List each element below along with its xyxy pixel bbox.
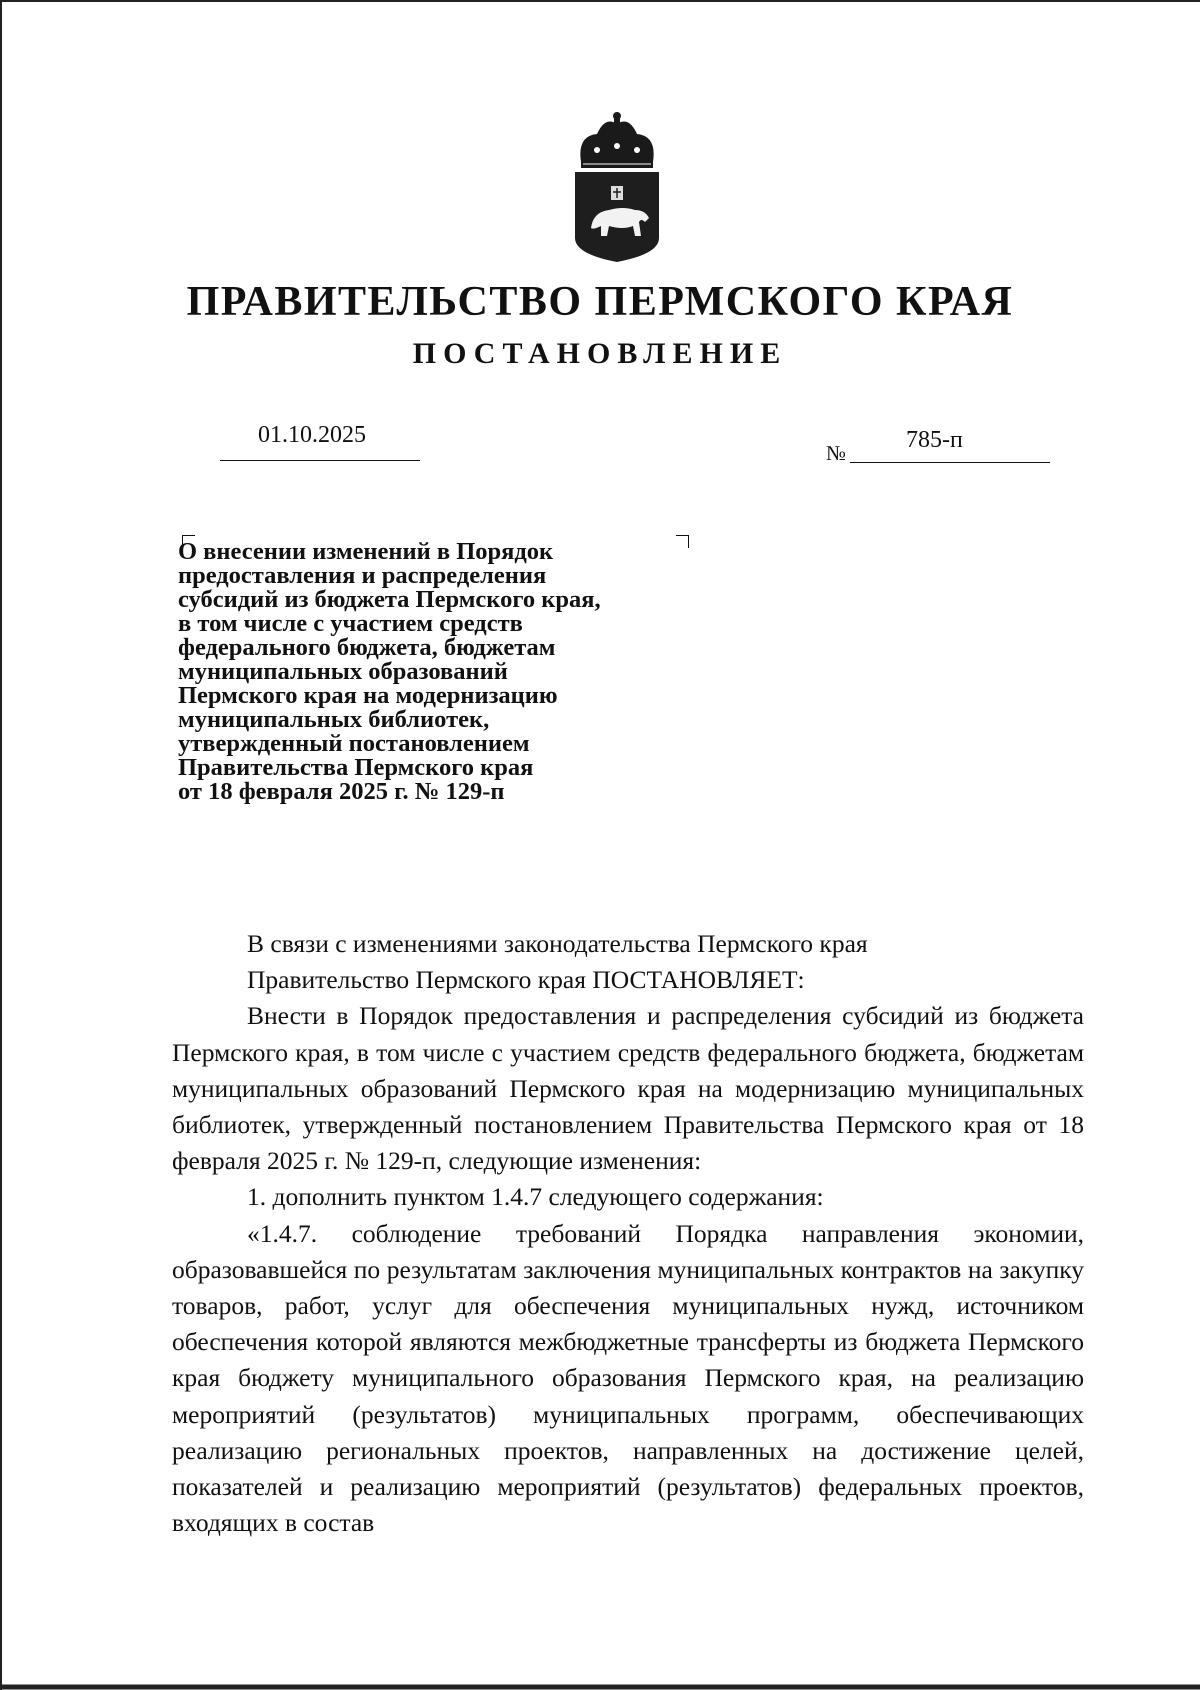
subject-line: муниципальных библиотек, — [178, 706, 490, 733]
number-sign: № — [826, 441, 847, 465]
subject-line: О внесении изменений в Порядок — [178, 538, 554, 565]
amendment-item: 1. дополнить пунктом 1.4.7 следующего содержания: — [247, 1182, 824, 1212]
subject-line: утвержденный постановлением — [178, 730, 530, 757]
date-underline — [220, 460, 420, 461]
government-title: ПРАВИТЕЛЬСТВО ПЕРМСКОГО КРАЯ — [186, 279, 1014, 325]
subject-line: федерального бюджета, бюджетам — [178, 634, 556, 661]
document-number: 785-п — [906, 427, 963, 453]
perm-krai-coat-of-arms-icon — [567, 110, 667, 262]
number-underline — [850, 462, 1050, 463]
preamble-line: Правительство Пермского края ПОСТАНОВЛЯЕТ: — [247, 965, 805, 995]
preamble-line: В связи с изменениями законодательства Пермского края — [247, 929, 868, 958]
resolution-paragraph: Внести в Порядок предоставления и распределения субсидий из бюджета Пермского края, в том числе с участием средств федерального бюджета, бюджетам муниципальных образований Пермского края на модернизацию муниципальных библиотек, утвержденный постановлением Правительства Пермского края от 18 февраля 2025 г. № 129-п, следующие изменения: — [172, 1001, 1084, 1176]
document-date: 01.10.2025 — [258, 422, 366, 448]
document-type: ПОСТАНОВЛЕНИЕ — [412, 337, 788, 370]
document-body — [172, 926, 1084, 1541]
subject-line: Правительства Пермского края — [178, 754, 534, 781]
document-subject — [178, 540, 698, 804]
subject-line: в том числе с участием средств — [178, 610, 523, 637]
amendment-text: «1.4.7. соблюдение требований Порядка направления экономии, образовавшейся по результатам заключения муниципальных контрактов на закупку товаров, работ, услуг для обеспечения муниципальных нужд, источником обеспечения которой являются межбюджетные трансферты из бюджета Пермского края бюджету муниципального образования Пермского края, на реализацию мероприятий (результатов) муниципальных программ, обеспечивающих реализацию региональных проектов, направленных на достижение целей, показателей и реализацию мероприятий (результатов) федеральных проектов, входящих в состав — [172, 1218, 1084, 1538]
subject-line: от 18 февраля 2025 г. № 129-п — [178, 778, 505, 805]
subject-line: муниципальных образований — [178, 658, 508, 685]
subject-line: субсидий из бюджета Пермского края, — [178, 586, 601, 613]
subject-line: предоставления и распределения — [178, 562, 547, 589]
subject-line: Пермского края на модернизацию — [178, 682, 558, 709]
